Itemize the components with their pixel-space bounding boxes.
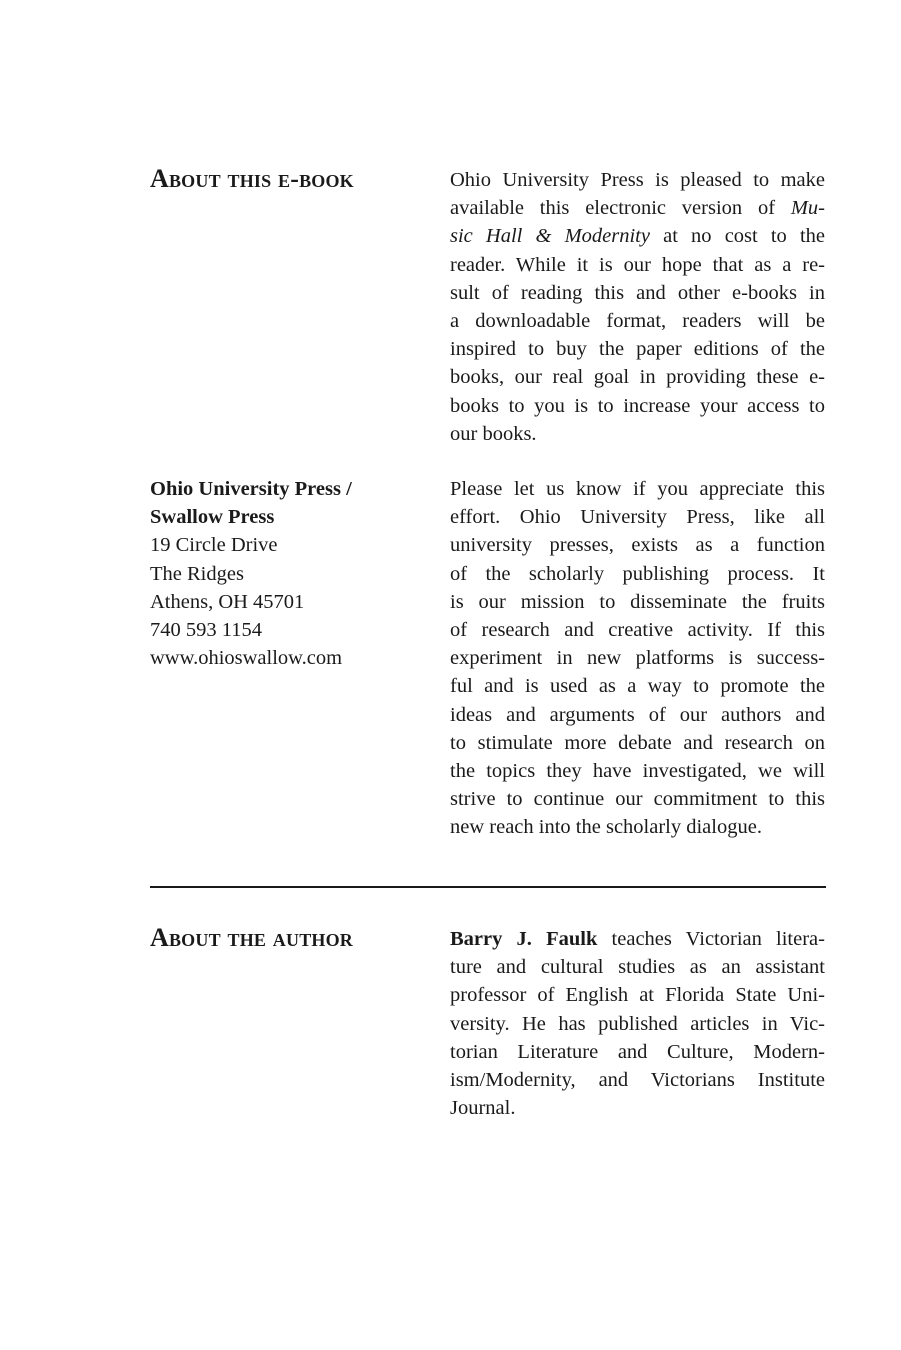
text-line: strive to continue our commitment to this <box>450 788 825 811</box>
author-name: Barry J. Faulk <box>450 928 598 950</box>
text-line: professor of English at Florida State Uni- <box>450 984 825 1007</box>
city-state-zip: Athens, OH 45701 <box>150 590 305 613</box>
press-name: Ohio University Press / <box>150 478 352 500</box>
text-line: new reach into the scholarly dialogue. <box>450 816 762 839</box>
text-line <box>450 194 825 222</box>
text-segment: available this electronic version of <box>450 197 791 220</box>
about-ebook-text <box>450 166 825 448</box>
text-line <box>450 925 825 953</box>
text-line: our books. <box>450 422 537 445</box>
text-line: inspired to buy the paper editions of the <box>450 338 825 361</box>
appeal-text <box>450 475 825 842</box>
text-line: Please let us know if you appreciate this <box>450 478 825 500</box>
text-line: Ohio University Press is pleased to make <box>450 169 825 191</box>
text-line: the topics they have investigated, we will <box>450 760 825 783</box>
text-segment: at no cost to the <box>649 225 825 248</box>
text-line: books, our real goal in providing these e- <box>450 366 825 389</box>
text-line: books to you is to increase your access to <box>450 394 825 417</box>
text-line: ful and is used as a way to promote the <box>450 675 825 698</box>
text-line: of the scholarly publishing process. It <box>450 562 825 585</box>
text-line: to stimulate more debate and research on <box>450 731 825 754</box>
press-name: Swallow Press <box>150 506 275 529</box>
text-segment: teaches Victorian litera- <box>597 928 825 950</box>
about-ebook-heading: About this e-book <box>150 164 354 193</box>
text-line: effort. Ohio University Press, like all <box>450 506 825 529</box>
press-address <box>150 475 420 672</box>
text-line: ture and cultural studies as an assistant <box>450 956 825 979</box>
about-author-text <box>450 925 825 1122</box>
text-line: is our mission to disseminate the fruits <box>450 590 825 613</box>
book-title-part: Mu- <box>790 197 825 220</box>
text-line: a downloadable format, readers will be <box>450 310 825 333</box>
website-link[interactable]: www.ohioswallow.com <box>150 647 343 670</box>
text-line <box>450 222 825 250</box>
section-divider <box>150 886 826 888</box>
text-line: sult of reading this and other e-books in <box>450 281 825 304</box>
text-line: experiment in new platforms is success- <box>450 647 825 670</box>
text-line: torian Literature and Culture, Modern- <box>450 1040 825 1063</box>
text-line: ism/Modernity, and Victorians Institute <box>450 1069 825 1092</box>
about-author-heading: About the author <box>150 923 354 952</box>
book-title-part: sic Hall & Modernity <box>450 225 650 248</box>
text-line: versity. He has published articles in Vic- <box>450 1012 825 1035</box>
phone-number: 740 593 1154 <box>150 619 262 642</box>
street-address: 19 Circle Drive <box>150 534 278 557</box>
text-line: reader. While it is our hope that as a re- <box>450 253 825 276</box>
text-line: university presses, exists as a function <box>450 534 825 557</box>
text-line: ideas and arguments of our authors and <box>450 703 825 726</box>
street-address: The Ridges <box>150 562 244 585</box>
text-line: Journal. <box>450 1097 516 1120</box>
text-line: of research and creative activity. If this <box>450 619 825 642</box>
